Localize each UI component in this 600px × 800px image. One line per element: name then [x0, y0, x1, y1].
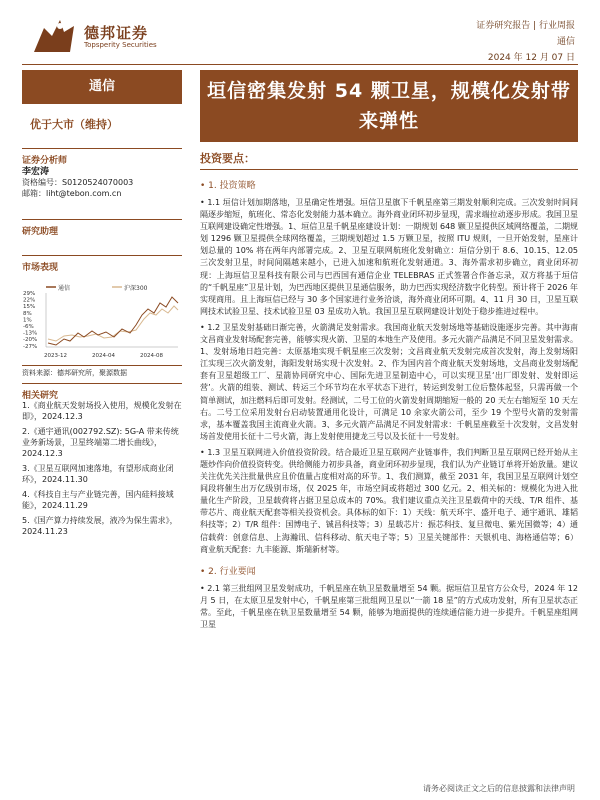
analyst-email[interactable]: 邮箱：liht@tebon.com.cn [22, 189, 122, 198]
xtick-3: 2024-08 [140, 353, 163, 359]
sidebar [22, 70, 182, 541]
ytick: 1% [23, 317, 32, 324]
report-date: 2024 年 12 月 07 日 [487, 53, 575, 63]
related-item-5[interactable]: 5.《国产算力持续发展，液冷为保生需求》，2024.11.23 [22, 516, 178, 536]
page-header [0, 0, 600, 66]
related-item-4[interactable]: 4.《科技自主与产业链完善，国内硅料接域能》，2024.11.29 [22, 490, 174, 510]
trend-chart-svg [22, 273, 182, 363]
section-investment-strategy: • 1. 投资策略 [200, 181, 256, 191]
report-title: 垣信密集发射 54 颗卫星，规模化发射带来弹性 [200, 70, 578, 142]
paragraph-1-2: • 1.2 卫星发射基础日渐完善，火箭满足发射需求。我国商业航天发射场地等基础设施逐步完善。其中海南文昌商业发射场配套完善，能够实现火箭、卫星的本地生产及使用。多元火箭产品满足不同卫星发射需求。1、发射场地日趋完善：太原基地实现千帆星座三次发射；文昌商业航天发射完成首次发射，海上发射场阳江实现三次火箭发射，海阳发射场实现十次发射。2、作为国内首个商业航天发射场地，文昌商业发射场配套有卫星超级工厂、星箭协同研究中心、国际先进卫星制造中心，可以实现卫星‘出厂即发射、发射即运营’。火箭的组装、测试、转运三个环节均在水平状态下进行，转运到发射工位后整体起竖，只需再做一个简单测试，加注燃料后即可发射。经测试，二号工位的火箭发射周期缩短一般的 20 天左右缩短至 10 天左右。二号工位采用发射台启动装置通用化设计，可满足 10 余家火箭公司，至少 19 个型号火箭的发射需求，基本覆盖我国主流商业火箭。3、多元火箭产品满足不同发射需求：千帆星座截至十次发射，文昌发射场首发使用长征十二号火箭，海上发射使用捷龙三号以及长征十一号发射。 [200, 322, 578, 441]
report-meta [476, 18, 575, 66]
analyst-cert: 资格编号：S0120524070003 [22, 178, 134, 187]
market-section-title: 市场表现 [22, 255, 182, 269]
header-divider [22, 64, 578, 65]
key-points-title: 投资要点： [200, 150, 578, 170]
analyst-section-title: 证券分析师 [22, 148, 182, 162]
company-name: 德邦证券 [84, 24, 149, 42]
analyst-name: 李宏涛 [22, 167, 50, 177]
related-item-3[interactable]: 3.《卫星互联网加速落地，有望形成商业闭环》，2024.11.30 [22, 464, 174, 484]
legend-comm: 通信 [58, 285, 71, 292]
related-list [22, 400, 182, 537]
ytick: 22% [23, 297, 36, 304]
company-name-en: Topsperity Securities [84, 41, 157, 49]
ytick: 29% [23, 291, 36, 297]
report-type: 证券研究报告 | 行业周报 [476, 21, 575, 31]
ytick: -6% [23, 324, 34, 330]
paragraph-1-3: • 1.3 卫星互联网进入价值投资阶段。结合最近卫星互联网产业链事件，我们判断卫星互联网已经开始从主题炒作向价值投资转变。供给侧能力初步具备，商业闭环初步显现，我们认为产业链订单将开始放量。建议关注优先关注批量供应且价值量占度相对高的环节。1、我们测算，截至 2031 年，我国卫星互联网计划空间段将催生出万亿级别市场，仅 2025 年，市场空间或将超过 300 亿元。2、相关标的：规模化为进入批量化生产阶段，卫星载荷将占据卫星总成本的 70%。我们建议重点关注卫星载荷中的天线、T/R 组件、基带芯片、商业航天配套等相关投资机会。具体标的如下：1）天线：航天环宇、盛开电子、通宇通讯、雄韬科技等；2）T/R 组件：国博电子、铖昌科技等；3）星载芯片：振芯科技、复旦微电、紫光国微等；4）通信载荷：创意信息、上海瀚讯、信科移动、航天电子等；5）卫星关键部件：天银机电、海格通信等；6）商业航天配套：九丰能源、斯瑞新材等。 [200, 447, 578, 554]
paragraph-2-1: • 2.1 第三批组网卫星发射成功，千帆星座在轨卫星数量增至 54 颗。据垣信卫星官方公众号，2024 年 12 月 5 日，在太原卫星发射中心，千帆星座第三批组网卫星以“一箭 18 星”的方式成功发射，所有卫星状态正常。至此，千帆星座在轨卫星数量增至 54 颗，能够为地面提供的连续通信能力进一步提升。千帆星座组网卫星 [200, 583, 578, 629]
xtick-2: 2024-04 [92, 353, 115, 359]
ytick: 15% [23, 304, 36, 311]
main-content [200, 70, 578, 635]
market-trend-chart [22, 273, 182, 363]
legend-hs300: 沪深300 [124, 285, 148, 292]
industry-box: 通信 [22, 70, 182, 104]
related-item-2[interactable]: 2.《通宇通讯(002792.SZ): 5G-A 带来传统业务新场景，卫星终端第二增长曲线》，2024.12.3 [22, 427, 179, 458]
ytick: -13% [23, 330, 38, 337]
rating: 优于大市（维持） [30, 118, 118, 131]
assistant-section-title: 研究助理 [22, 219, 182, 233]
section-industry-news: • 2. 行业要闻 [200, 566, 256, 577]
ytick: -27% [23, 343, 38, 350]
chart-source: 资料来源：德邦研究所，聚源数据 [22, 365, 182, 379]
related-section-title: 相关研究 [22, 383, 182, 397]
related-item-1[interactable]: 1.《商业航天发射场投入使用，规模化发射在即》，2024.12.3 [22, 401, 182, 421]
ytick: -20% [23, 337, 38, 344]
report-industry: 通信 [556, 37, 575, 47]
footer-disclaimer: 请务必阅读正文之后的信息披露和法律声明 [423, 784, 575, 793]
ytick: 8% [23, 310, 32, 317]
paragraph-1-1: • 1.1 垣信计划加期落地，卫星确定性增强。垣信卫星旗下千帆星座第三期发射顺利完成。三次发射时间间隔逐步缩短，航班化、常态化发射能力基本确立。海外商业闭环初步显现，需求端拉动逐步形成。我国卫星互联网建设确定性增强。1、垣信卫星千帆星座建设计划：一期规划 648 颗卫星提供区域网络覆盖，二期规划 1296 颗卫星提供全球网络覆盖，三期规划超过 1.5 万颗卫星，按照 ITU 规则，一旦开始发射，星座计划总量的 10% 将在两年内部署完成。2、卫星互联网航班化发射确立：垣信分别于 8.6、10.15、12.05 三次发射卫星，时间间隔越来越小，已进入加速和航班化发射通道。3、海外需求初步确立，商业闭环初现：上海垣信卫星科技有限公司与巴西国有通信企业 TELEBRAS 正式签署合作备忘录，双方将基于垣信的“千帆星座”卫星计划，为巴西地区提供卫星通信服务，助力巴西实现经济数字化转型。预计将于 2026 年实现商用。且上海垣信已经与 30 多个国家进行业务洽谈，海外商业闭环可期。4、11 月 30 日，卫星互联网技术试验卫星、技术试验卫星 03 星成功入轨。我国卫星互联网建设计划处于稳步推进过程中。 [200, 198, 578, 316]
company-logo-icon [30, 16, 82, 56]
xtick-1: 2023-12 [44, 353, 67, 359]
